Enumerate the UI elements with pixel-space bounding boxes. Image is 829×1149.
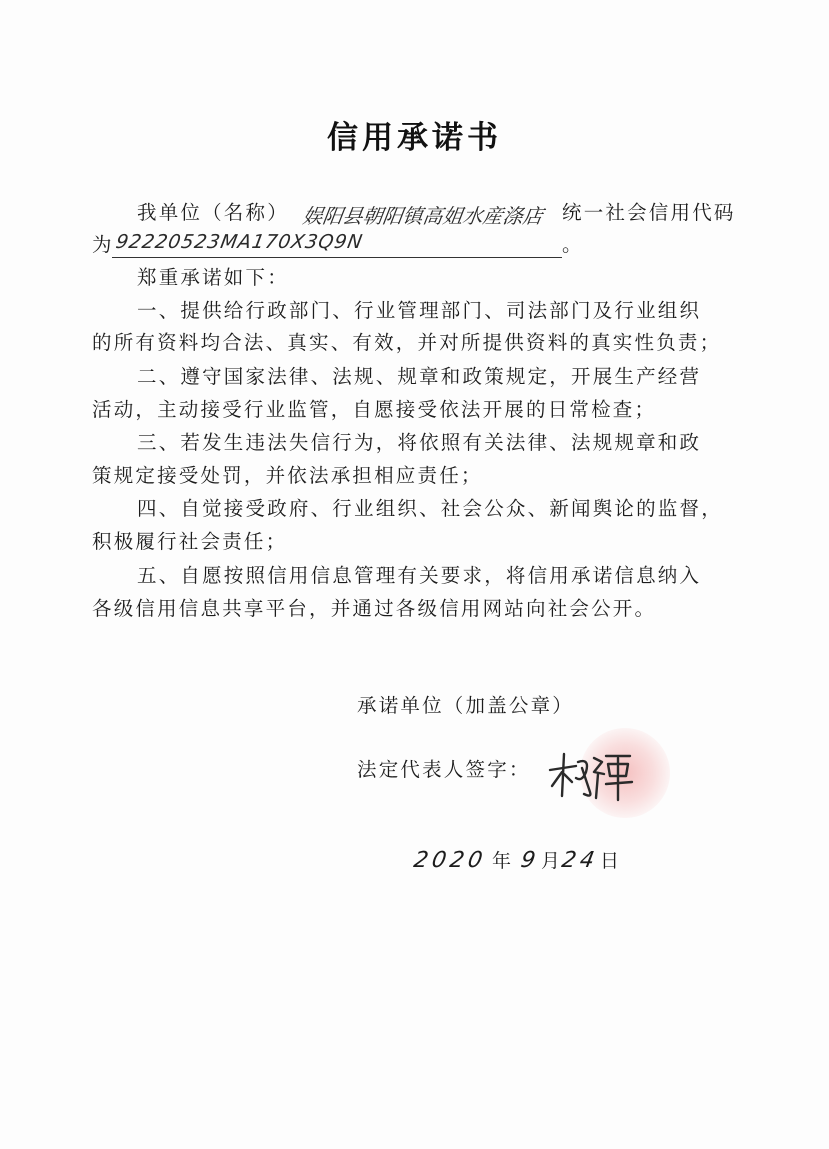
promise-heading: 郑重承诺如下： bbox=[137, 266, 289, 289]
item-1-line2: 的所有资料均合法、真实、有效，并对所提供资料的真实性负责； bbox=[92, 331, 722, 354]
intro-prefix: 我单位（名称） bbox=[137, 201, 289, 224]
item-4-line1: 四、自觉接受政府、行业组织、社会公众、新闻舆论的监督， bbox=[137, 497, 723, 520]
date-month-unit: 月 bbox=[541, 850, 561, 872]
date-month: 9 bbox=[518, 848, 542, 873]
handwritten-signature bbox=[546, 748, 636, 803]
item-3-line1: 三、若发生违法失信行为，将依照有关法律、法规规章和政 bbox=[137, 431, 702, 454]
signing-date bbox=[411, 846, 620, 873]
item-2-line1: 二、遵守国家法律、法规、规章和政策规定，开展生产经营 bbox=[137, 365, 702, 388]
item-2-line2: 活动，主动接受行业监管，自愿接受依法开展的日常检查； bbox=[92, 398, 657, 421]
code-underline bbox=[112, 257, 562, 258]
credit-code-handwritten: 92220523MA170X3Q9N bbox=[114, 231, 365, 253]
intro-suffix: 统一社会信用代码 bbox=[562, 201, 736, 224]
item-1-line1: 一、提供给行政部门、行业管理部门、司法部门及行业组织 bbox=[137, 299, 702, 322]
date-day-unit: 日 bbox=[600, 850, 620, 872]
code-prefix: 为 bbox=[92, 233, 114, 256]
item-3-line2: 策规定接受处罚，并依法承担相应责任； bbox=[92, 464, 483, 487]
code-end: 。 bbox=[562, 233, 584, 256]
item-5-line1: 五、自愿按照信用信息管理有关要求，将信用承诺信息纳入 bbox=[137, 564, 702, 587]
signature-label: 法定代表人签字： bbox=[357, 758, 531, 781]
document-title: 信用承诺书 bbox=[327, 120, 502, 156]
company-name-handwritten: 娱阳县朝阳镇高姐水産涤店 bbox=[301, 204, 545, 228]
date-year-unit: 年 bbox=[492, 850, 512, 872]
date-day: 24 bbox=[559, 848, 601, 873]
item-5-line2: 各级信用信息共享平台，并通过各级信用网站向社会公开。 bbox=[92, 597, 657, 620]
item-4-line2: 积极履行社会责任； bbox=[92, 530, 288, 553]
seal-label: 承诺单位（加盖公章） bbox=[357, 694, 575, 717]
date-year: 2020 bbox=[411, 848, 489, 873]
